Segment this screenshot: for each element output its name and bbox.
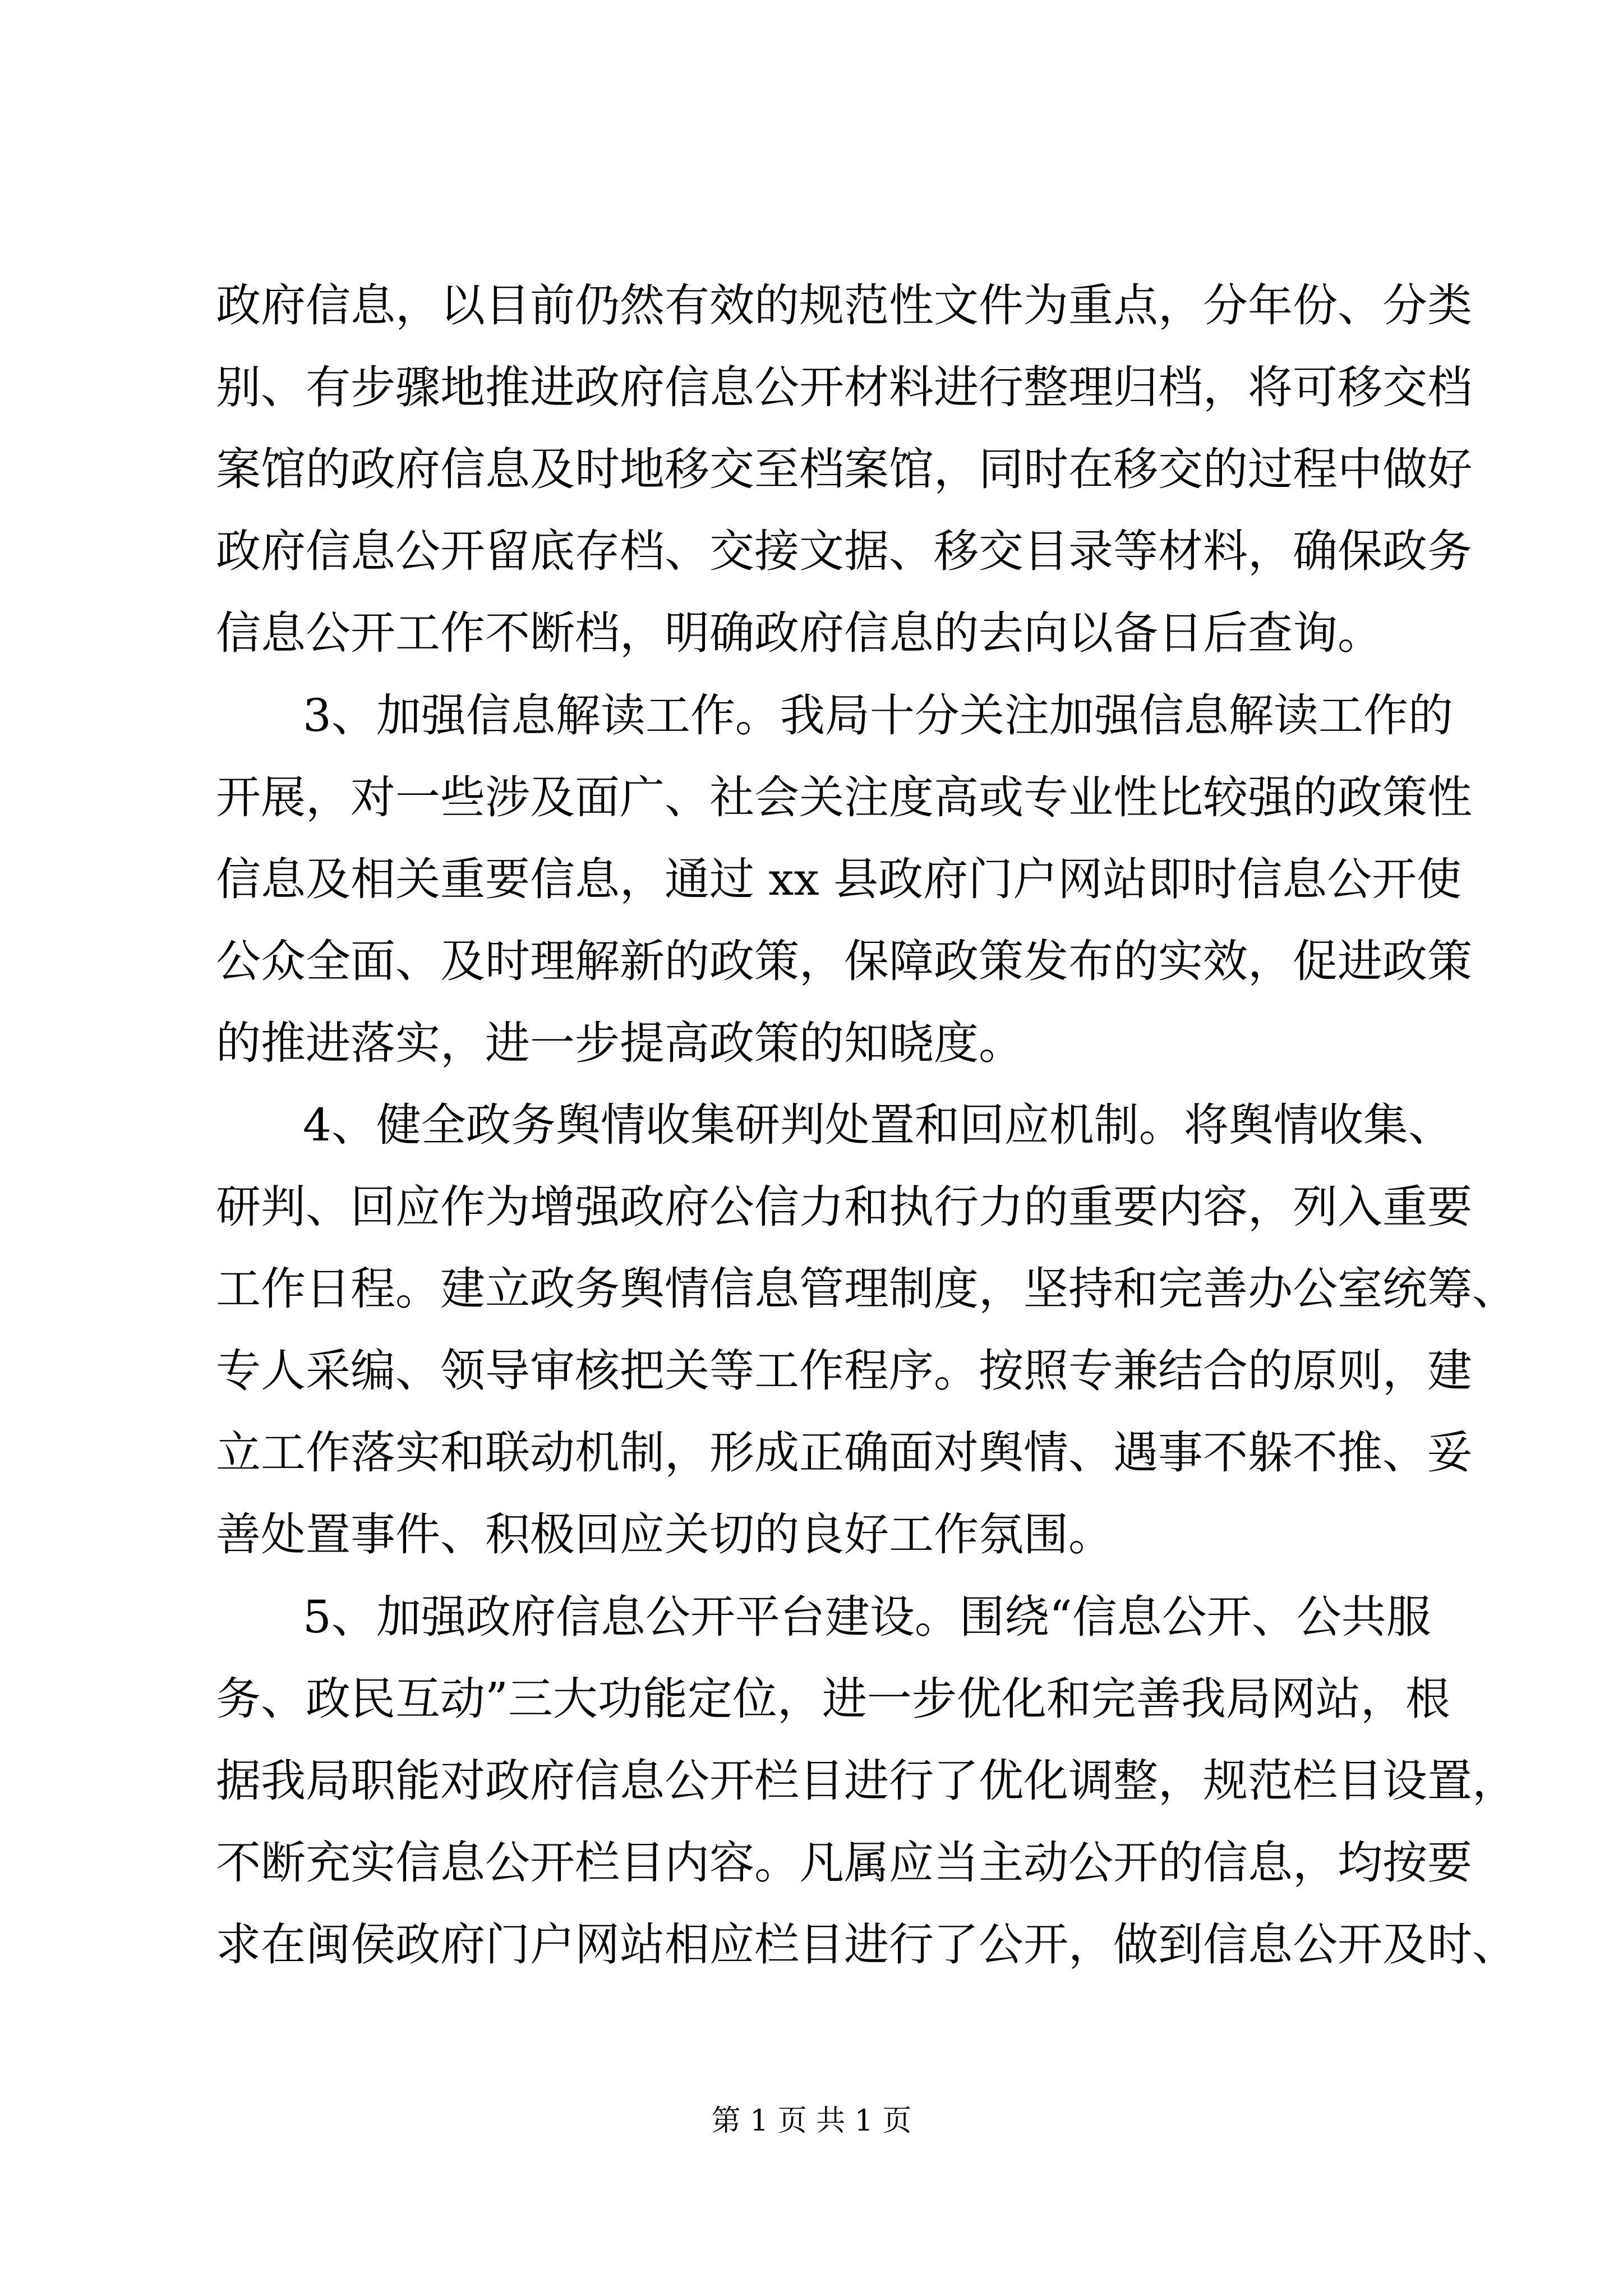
text-line: 信息公开工作不断档，明确政府信息的去向以备日后查询。 [216, 607, 1382, 659]
text-line: 据我局职能对政府信息公开栏目进行了优化调整，规范栏目设置， [216, 1755, 1517, 1807]
text-line: 别、有步骤地推进政府信息公开材料进行整理归档，将可移交档 [216, 361, 1472, 413]
text-line: 善处置事件、积极回应关切的良好工作氛围。 [216, 1508, 1113, 1561]
text-line: 政府信息，以目前仍然有效的规范性文件为重点，分年份、分类 [216, 279, 1472, 332]
text-line: 信息及相关重要信息，通过 xx 县政府门户网站即时信息公开使 [216, 853, 1462, 905]
text-line: 研判、回应作为增强政府公信力和执行力的重要内容，列入重要 [216, 1181, 1472, 1233]
paragraph-first-line: 4、健全政务舆情收集研判处置和回应机制。将舆情收集、 [303, 1099, 1453, 1151]
text-line: 工作日程。建立政务舆情信息管理制度，坚持和完善办公室统筹、 [216, 1263, 1517, 1315]
text-line: 不断充实信息公开栏目内容。凡属应当主动公开的信息，均按要 [216, 1837, 1472, 1889]
text-line: 的推进落实，进一步提高政策的知晓度。 [216, 1017, 1023, 1069]
text-line: 政府信息公开留底存档、交接文据、移交目录等材料，确保政务 [216, 525, 1472, 577]
text-line: 案馆的政府信息及时地移交至档案馆，同时在移交的过程中做好 [216, 443, 1472, 495]
text-line: 公众全面、及时理解新的政策，保障政策发布的实效，促进政策 [216, 935, 1472, 987]
text-line: 务、政民互动”三大功能定位，进一步优化和完善我局网站，根 [216, 1673, 1450, 1725]
paragraph-first-line: 3、加强信息解读工作。我局十分关注加强信息解读工作的 [303, 689, 1453, 742]
text-line: 求在闽侯政府门户网站相应栏目进行了公开，做到信息公开及时、 [216, 1918, 1517, 1971]
paragraph-first-line: 5、加强政府信息公开平台建设。围绕“信息公开、公共服 [303, 1591, 1431, 1643]
page-footer: 第 1 页 共 1 页 [711, 2104, 912, 2138]
text-line: 立工作落实和联动机制，形成正确面对舆情、遇事不躲不推、妥 [216, 1427, 1472, 1479]
text-line: 专人采编、领导审核把关等工作程序。按照专兼结合的原则，建 [216, 1345, 1472, 1397]
text-line: 开展，对一些涉及面广、社会关注度高或专业性比较强的政策性 [216, 771, 1472, 823]
